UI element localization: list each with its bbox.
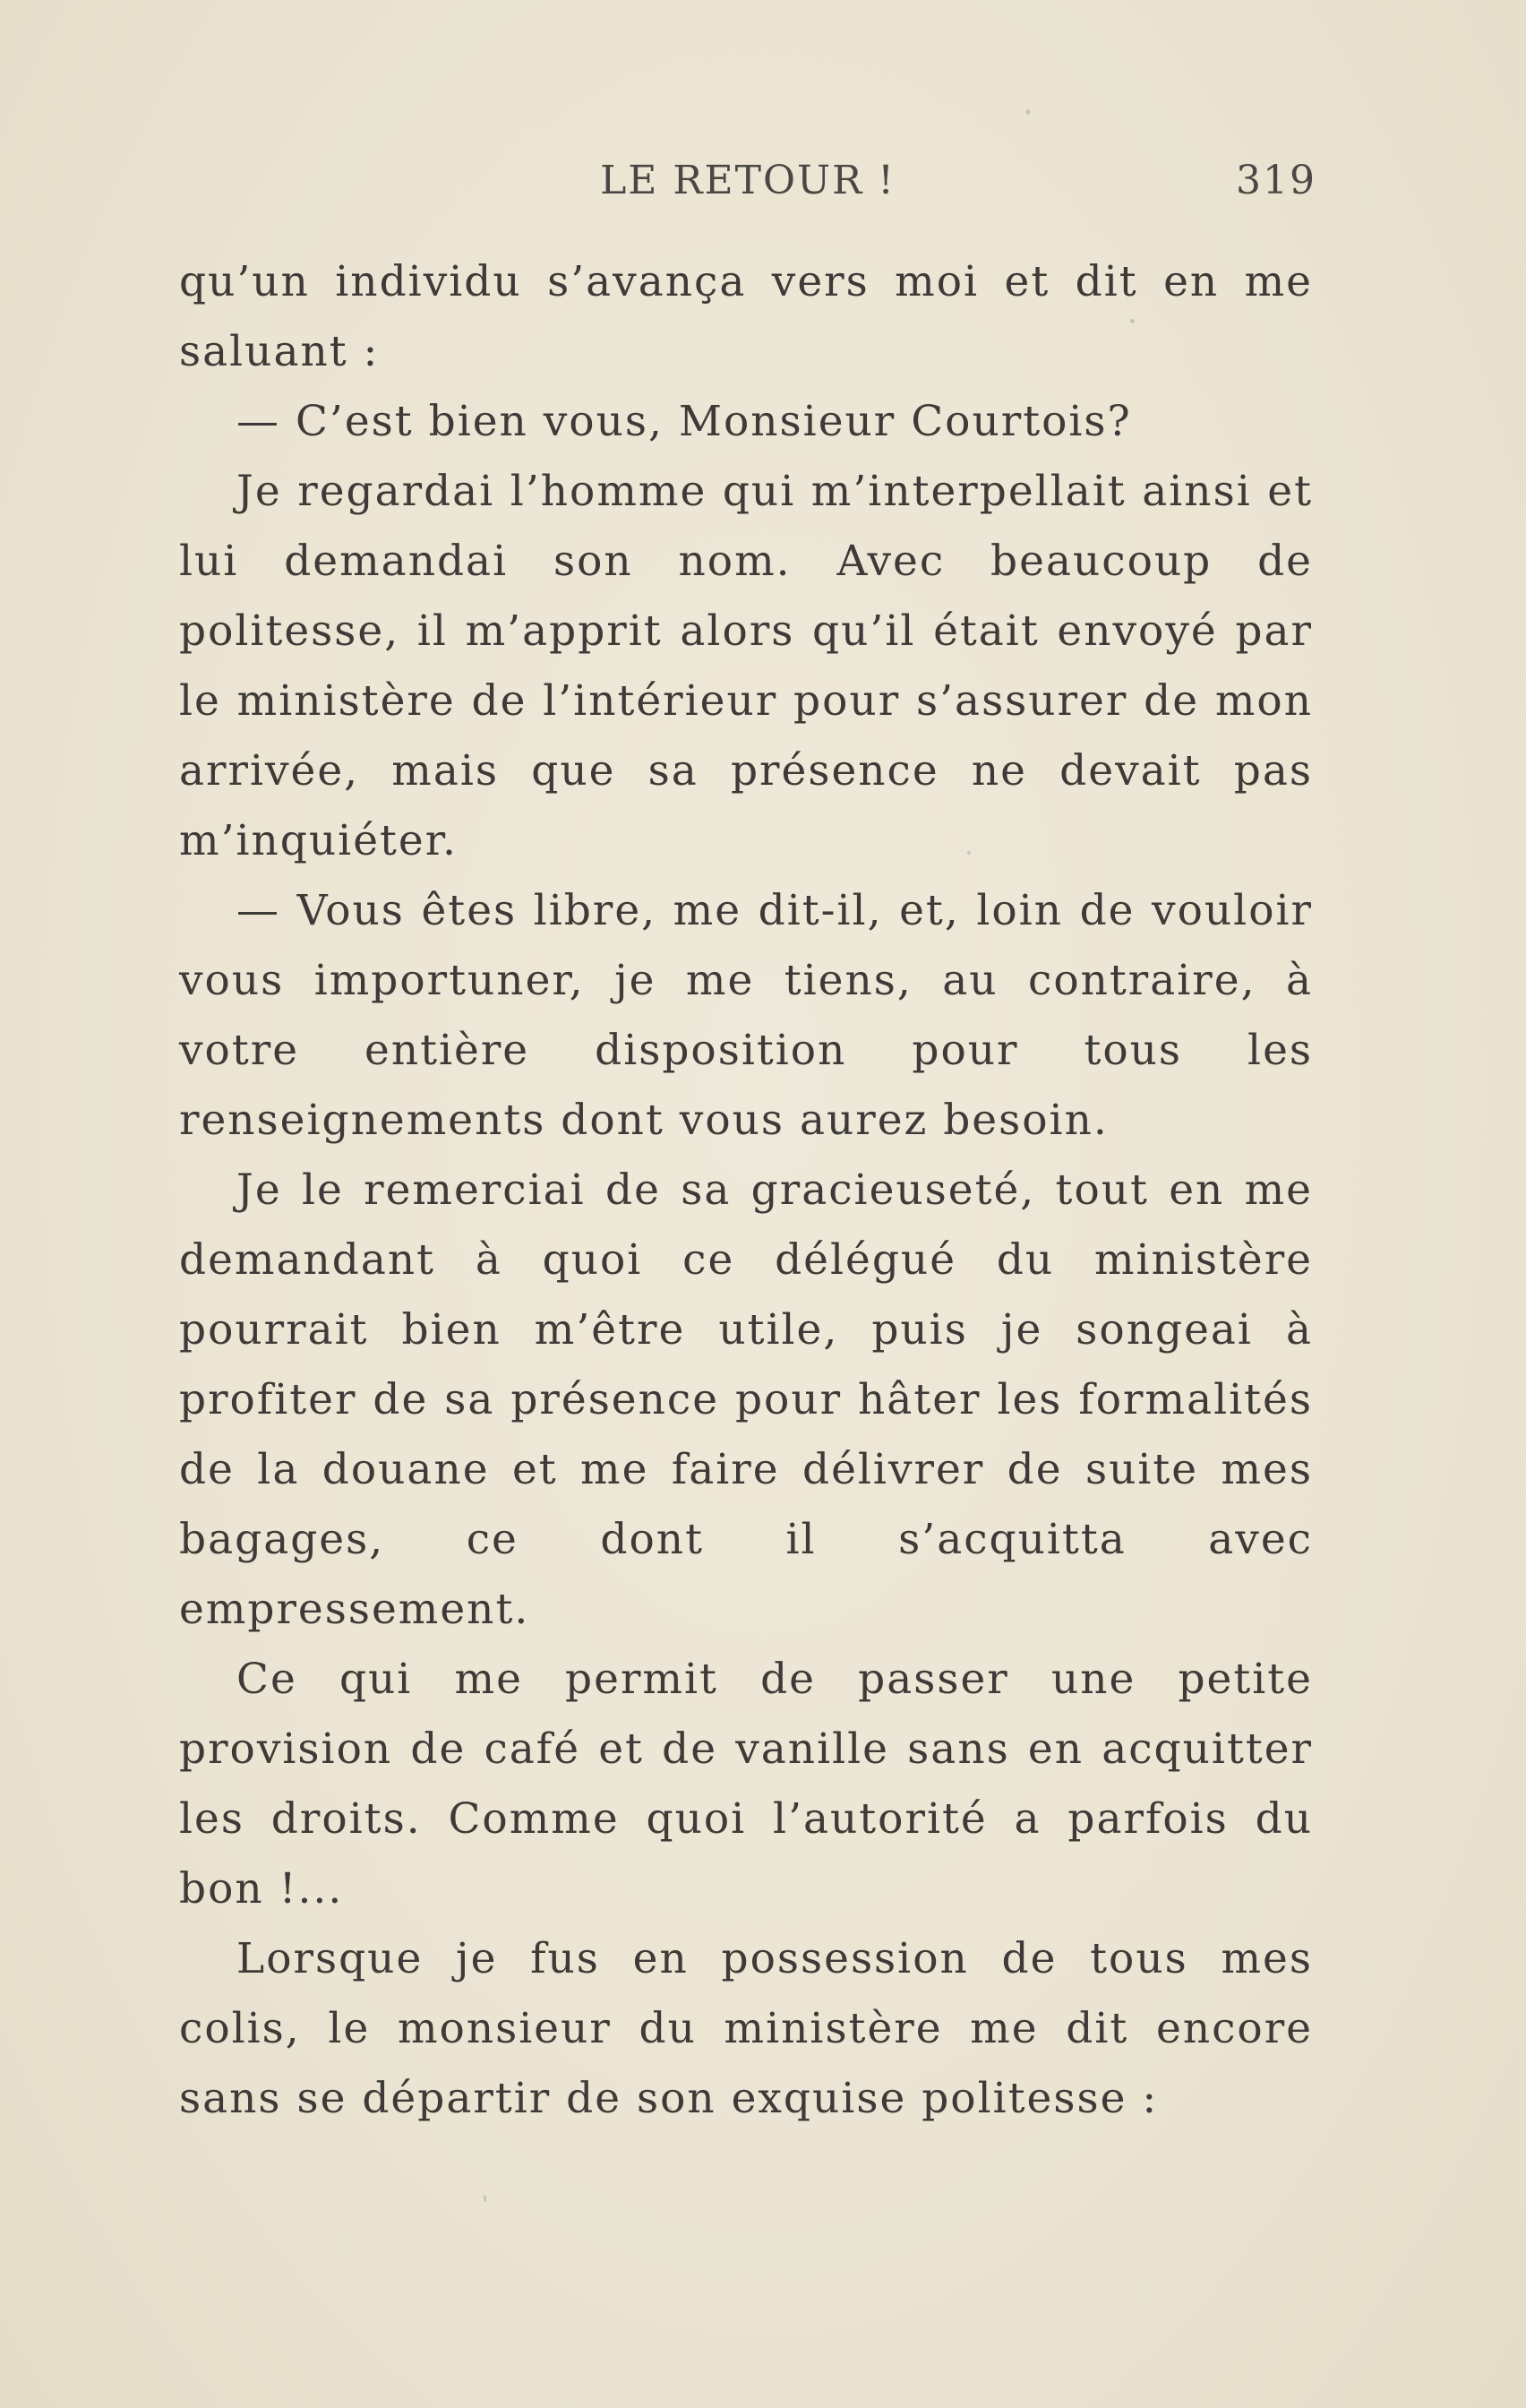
paragraph-dialogue: — Vous êtes libre, me dit-il, et, loin de vouloir vous importuner, je me tiens, au contraire, à votre entière disposition pour tous les renseignements dont vous aurez besoin. <box>179 886 1313 1145</box>
running-title: LE RETOUR ! <box>600 158 896 203</box>
paragraph: Je le remerciai de sa gracieuseté, tout en me demandant à quoi ce délégué du ministère pourrait bien m’être utile, puis je songeai à profiter de sa présence pour hâter les formalités de la douane et me faire délivrer de suite mes bagages, ce dont il s’acquitta avec empressement. <box>179 1165 1313 1634</box>
paragraph: Je regardai l’homme qui m’interpellait ainsi et lui demandai son nom. Avec beaucoup de politesse, il m’apprit alors qu’il était envoyé par le ministère de l’intérieur pour s’assurer de mon arrivée, mais que sa présence ne devait pas m’inquiéter. <box>179 467 1313 865</box>
body-text <box>179 247 1313 2134</box>
running-header <box>179 158 1316 211</box>
paper-speck <box>1026 109 1030 115</box>
paper-speck <box>967 851 971 855</box>
paragraph: Ce qui me permit de passer une petite provision de café et de vanille sans en acquitter les droits. Comme quoi l’autorité a parfois du bon !... <box>179 1655 1313 1914</box>
paragraph: Lorsque je fus en possession de tous mes colis, le monsieur du ministère me dit encore sans se départir de son exquise politesse : <box>179 1934 1313 2123</box>
paragraph-continuation: qu’un individu s’avança vers moi et dit en me saluant : <box>179 257 1313 376</box>
paragraph-dialogue: — C’est bien vous, Monsieur Courtois? <box>236 397 1132 446</box>
paper-speck <box>668 2107 672 2111</box>
paper-speck <box>484 2195 486 2202</box>
paper-speck <box>1130 319 1135 323</box>
page-number: 319 <box>1236 158 1316 203</box>
